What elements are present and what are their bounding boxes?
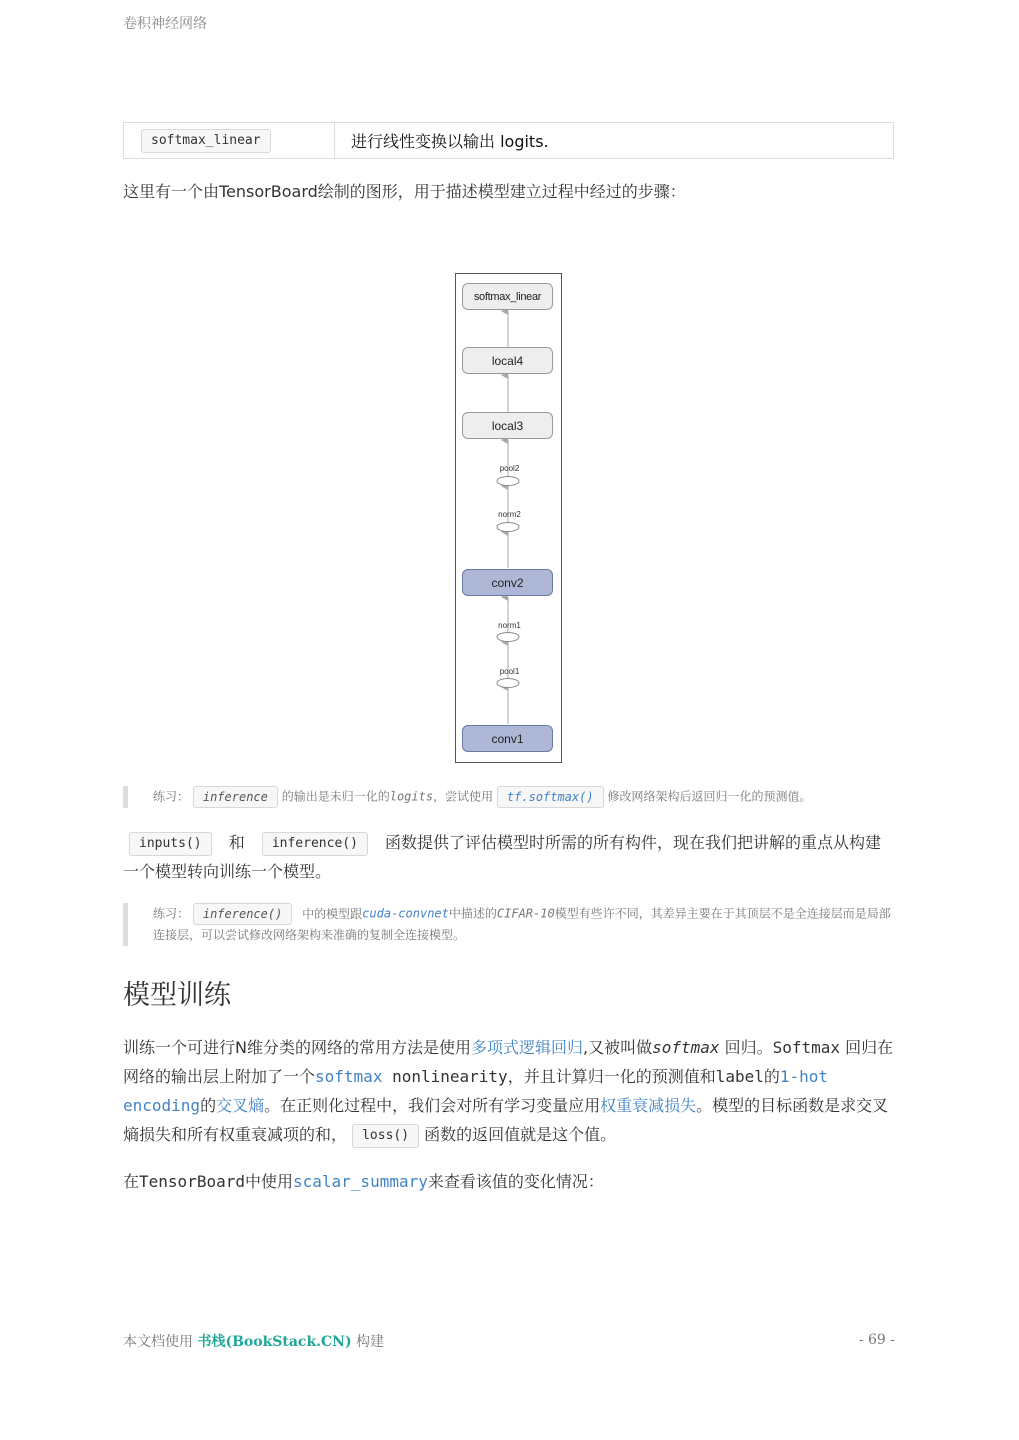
label-norm2: norm2 — [498, 510, 521, 519]
exercise1-note — [123, 786, 895, 808]
label-norm1: norm1 — [498, 621, 521, 630]
intro-paragraph: 这里有一个由TensorBoard绘制的图形，用于描述模型建立过程中经过的步骤： — [123, 182, 686, 201]
training-t11: 。在正则化过程中，我们会对所有学习变量应用 — [264, 1096, 601, 1115]
exercise1-text2: ，尝试使用 — [433, 789, 494, 804]
code-inference: inference() — [262, 832, 368, 856]
section-heading-model-training: 模型训练 — [123, 980, 231, 1011]
node-conv2: conv2 — [462, 569, 553, 596]
scalar-summary-paragraph — [123, 1167, 895, 1196]
norm1-op — [497, 633, 519, 642]
label-pool2: pool2 — [499, 464, 520, 473]
node-local4: local4 — [462, 347, 553, 374]
text-and: 和 — [228, 833, 245, 852]
training-softmax-italic: softmax — [652, 1038, 720, 1057]
training-t12: 。模型的目标函数是求交叉熵损失和所有权重衰减项的和， — [123, 1096, 889, 1144]
training-t6: nonlinearity — [382, 1067, 508, 1086]
running-header: 卷积神经网络 — [123, 16, 207, 32]
scalar-t2: TensorBoard — [139, 1172, 245, 1191]
node-softmax-linear: softmax_linear — [462, 283, 553, 310]
exercise1-text1: 的输出是未归一化的 — [281, 789, 390, 804]
scalar-t1: 在 — [123, 1172, 140, 1191]
code-inputs: inputs() — [129, 832, 212, 856]
training-t5: 回归在网络的输出层上附加了一个 — [123, 1038, 894, 1086]
training-t9: 的 — [763, 1067, 780, 1086]
link-cross-entropy[interactable]: 交叉熵 — [216, 1096, 265, 1115]
link-softmax[interactable]: softmax — [315, 1067, 383, 1086]
training-t8: label — [715, 1067, 764, 1086]
footer-prefix: 本文档使用 — [123, 1334, 198, 1350]
exercise2-text1: 中的模型跟 — [302, 906, 363, 921]
link-multinomial-logistic-regression[interactable]: 多项式逻辑回归 — [470, 1038, 583, 1057]
exercise1-code-softmax-link[interactable]: tf.softmax() — [497, 786, 604, 808]
exercise1-text3: 修改网络架构后返回归一化的预测值。 — [607, 789, 812, 804]
training-t10: 的 — [200, 1096, 217, 1115]
training-paragraph — [123, 1033, 895, 1149]
layer-name-code: softmax_linear — [141, 129, 271, 153]
code-loss: loss() — [352, 1124, 419, 1148]
scalar-t3: 中使用 — [244, 1172, 293, 1191]
training-t3: 回归。 — [719, 1038, 773, 1057]
layer-table-row — [123, 122, 894, 159]
exercise2-cuda-convnet-link[interactable]: cuda-convnet — [362, 906, 449, 921]
link-scalar-summary[interactable]: scalar_summary — [293, 1172, 428, 1191]
footer-suffix: 构建 — [351, 1334, 385, 1350]
exercise2-code-inference: inference() — [193, 903, 292, 925]
exercise2-text3: 模型有些许不同，其差异主要在于其顶层不是全连接层而是局部连接层，可以尝试修改网络架构来准确的复制全连接模型。 — [153, 906, 891, 942]
training-t4: Softmax — [772, 1038, 841, 1057]
paragraph1-text: 函数提供了评估模型时所需的所有构件，现在我们把讲解的重点从构建一个模型转向训练一个模型。 — [123, 833, 882, 881]
link-weight-decay-loss[interactable]: 权重衰减损失 — [600, 1096, 697, 1115]
pool2-op — [497, 477, 519, 486]
paragraph-inputs-inference — [123, 828, 895, 886]
link-1-hot-encoding[interactable]: 1-hot encoding — [123, 1067, 829, 1115]
exercise1-code-inference: inference — [193, 786, 278, 808]
training-t13: 函数的返回值就是这个值。 — [424, 1125, 617, 1144]
page-number: - 69 - — [858, 1332, 895, 1348]
exercise2-cifar10: CIFAR-10 — [496, 906, 555, 921]
node-local3: local3 — [462, 412, 553, 439]
layer-description-cell: 进行线性变换以输出 logits. — [351, 132, 549, 151]
training-t1: 训练一个可进行N维分类的网络的常用方法是使用 — [123, 1038, 471, 1057]
tensorboard-graph-figure — [455, 273, 562, 763]
exercise2-note — [123, 903, 895, 946]
label-pool1: pool1 — [499, 667, 520, 676]
training-t7: ，并且计算归一化的预测值和 — [507, 1067, 716, 1086]
pool1-op — [497, 679, 519, 688]
scalar-t4: 来查看该值的变化情况： — [427, 1172, 604, 1191]
node-conv1: conv1 — [462, 725, 553, 752]
training-t2: ,又被叫做 — [583, 1038, 653, 1057]
footer-brand-link[interactable]: 书栈(BookStack.CN) — [197, 1334, 352, 1350]
exercise2-label: 练习： — [153, 906, 190, 921]
footer-credit — [123, 1331, 384, 1351]
exercise1-label: 练习： — [153, 789, 190, 804]
norm2-op — [497, 523, 519, 532]
exercise1-logits: logits — [389, 789, 434, 804]
layer-name-cell — [124, 123, 335, 158]
exercise2-text2: 中描述的 — [448, 906, 497, 921]
